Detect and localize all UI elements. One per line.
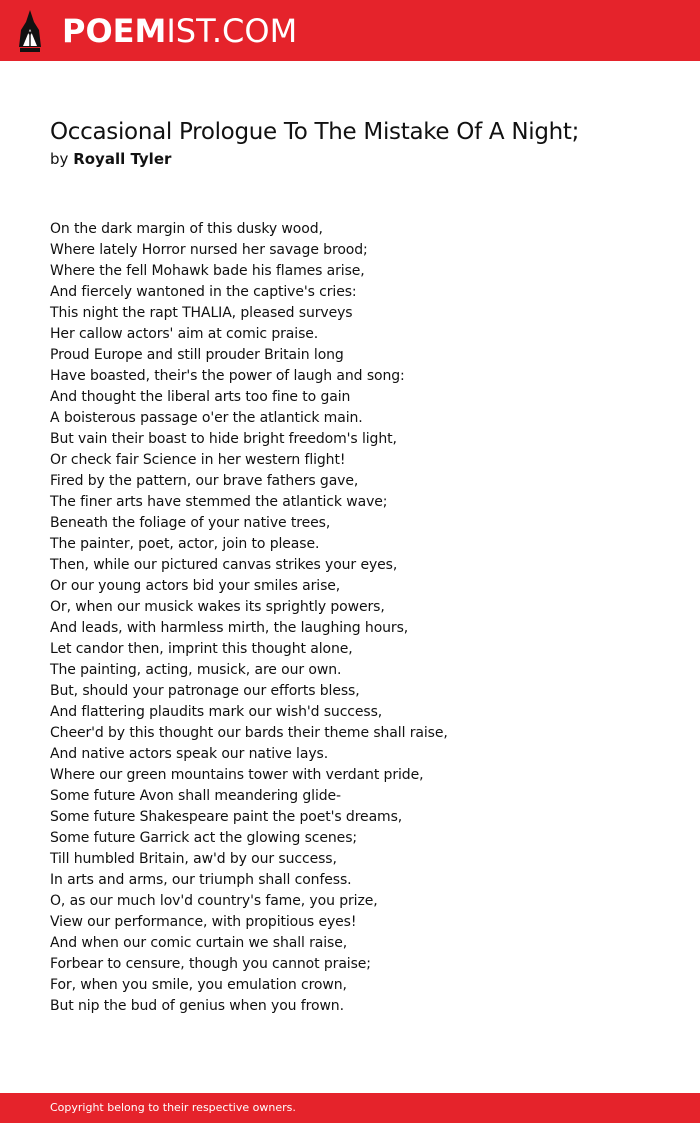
poem-line: Have boasted, their's the power of laugh and song: xyxy=(50,368,405,384)
brand-name xyxy=(62,9,297,53)
pen-nib-icon xyxy=(17,9,43,53)
poem-line: Where our green mountains tower with verdant pride, xyxy=(50,767,424,783)
poem-line: Or our young actors bid your smiles arise, xyxy=(50,578,341,594)
poem-line: Till humbled Britain, aw'd by our success, xyxy=(50,851,337,867)
poem-line: Cheer'd by this thought our bards their theme shall raise, xyxy=(50,725,448,741)
poem-line: Some future Garrick act the glowing scenes; xyxy=(50,830,358,846)
poem-line: Some future Shakespeare paint the poet's dreams, xyxy=(50,809,403,825)
poem-line: And flattering plaudits mark our wish'd success, xyxy=(50,704,383,720)
poem-body xyxy=(50,219,650,1017)
poem-line: But, should your patronage our efforts bless, xyxy=(50,683,360,699)
poem-line: And thought the liberal arts too fine to gain xyxy=(50,389,351,405)
poem-line: This night the rapt THALIA, pleased surveys xyxy=(50,305,353,321)
poem-line: In arts and arms, our triumph shall confess. xyxy=(50,872,352,888)
poem-line: But vain their boast to hide bright freedom's light, xyxy=(50,431,397,447)
poem-line: Forbear to censure, though you cannot praise; xyxy=(50,956,371,972)
site-logo[interactable] xyxy=(17,9,297,53)
poem-line: But nip the bud of genius when you frown. xyxy=(50,998,344,1014)
poem-line: Where the fell Mohawk bade his flames arise, xyxy=(50,263,365,279)
poem-line: Fired by the pattern, our brave fathers gave, xyxy=(50,473,359,489)
poem-line: Then, while our pictured canvas strikes your eyes, xyxy=(50,557,398,573)
poem-line: The painting, acting, musick, are our own. xyxy=(50,662,342,678)
poem-title: Occasional Prologue To The Mistake Of A Night; xyxy=(50,119,580,145)
byline-prefix: by xyxy=(50,150,69,168)
poem-line: And native actors speak our native lays. xyxy=(50,746,329,762)
poem-line: The finer arts have stemmed the atlantick wave; xyxy=(50,494,388,510)
poem-line: Or check fair Science in her western flight! xyxy=(50,452,346,468)
poem-line: Some future Avon shall meandering glide- xyxy=(50,788,342,804)
copyright-notice: Copyright belong to their respective owners. xyxy=(50,1101,296,1114)
poem-line: For, when you smile, you emulation crown, xyxy=(50,977,347,993)
poem-line: And leads, with harmless mirth, the laughing hours, xyxy=(50,620,409,636)
poem-line: The painter, poet, actor, join to please. xyxy=(50,536,320,552)
poem-line: O, as our much lov'd country's fame, you prize, xyxy=(50,893,378,909)
site-header xyxy=(0,0,700,61)
poem-line: Or, when our musick wakes its sprightly powers, xyxy=(50,599,385,615)
poem-line: View our performance, with propitious eyes! xyxy=(50,914,357,930)
poem-line: Let candor then, imprint this thought alone, xyxy=(50,641,353,657)
byline xyxy=(50,149,171,169)
poem-line: Where lately Horror nursed her savage brood; xyxy=(50,242,368,258)
brand-bold-text: POEM xyxy=(62,12,167,50)
author-name[interactable]: Royall Tyler xyxy=(73,150,172,168)
poem-line: Her callow actors' aim at comic praise. xyxy=(50,326,319,342)
site-footer xyxy=(0,1093,700,1123)
poem-line: And fiercely wantoned in the captive's cries: xyxy=(50,284,357,300)
poem-line: And when our comic curtain we shall raise, xyxy=(50,935,348,951)
poem-line: Beneath the foliage of your native trees, xyxy=(50,515,331,531)
poem-line: Proud Europe and still prouder Britain long xyxy=(50,347,344,363)
brand-light-text: IST.COM xyxy=(166,12,298,50)
poem-line: A boisterous passage o'er the atlantick main. xyxy=(50,410,363,426)
poem-line: On the dark margin of this dusky wood, xyxy=(50,221,323,237)
